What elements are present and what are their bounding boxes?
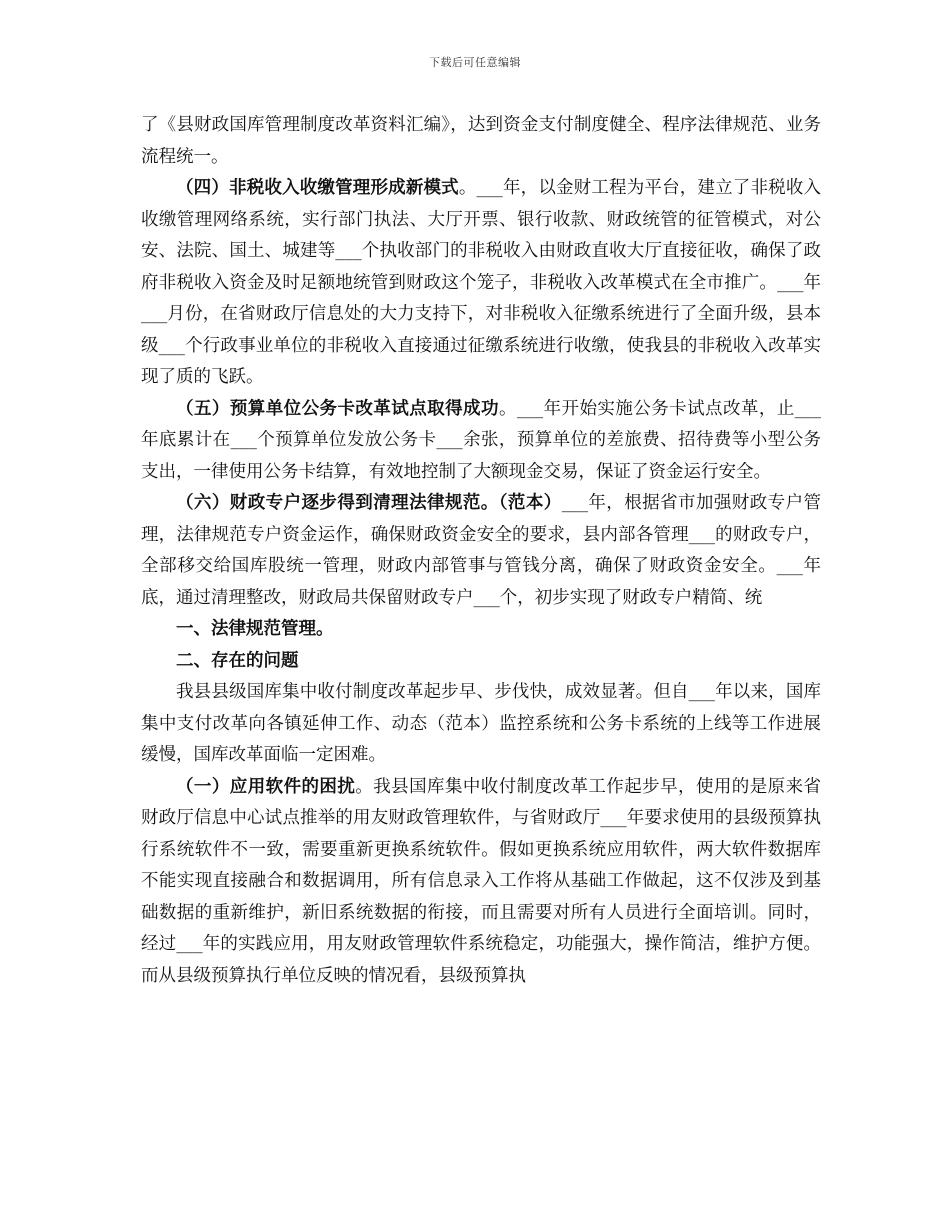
paragraph-text: 。我县国库集中收付制度改革工作起步早，使用的是原来省财政厅信息中心试点推举的用友财政管理软件，与省财政厅___年要求使用的县级预算执行系统软件不一致，需要重新更换系统软件。假如更换系统应用软件，两大软件数据库不能实现直接融合和数据调用，所有信息录入工作将从基础工作做起，这不仅涉及到基础数据的重新维护，新旧系统数据的衔接，而且需要对所有人员进行全面培训。同时，经过___年的实践应用，用友财政管理软件系统稳定，功能强大，操作简洁，维护方便。而从县级预算执行单位反映的情况看，县级预算执 (141, 776, 822, 986)
paragraph-text: ___年，根据省市加强财政专户管理，法律规范专户资金运作，确保财政资金安全的要求，县内部各管理___的财政专户，全部移交给国库股统一管理，财政内部管事与管钱分离，确保了财政资金安全。___年底，通过清理整改，财政局共保留财政专户___个，初步实现了财政专户精简、统 (141, 493, 822, 608)
paragraph-section-6 (141, 488, 821, 614)
heading-2: 二、存在的问题 (176, 650, 299, 671)
document-body (141, 110, 821, 992)
section-lead-5: （五）预算单位公务卡改革试点取得成功 (176, 398, 499, 419)
problem-lead-1: （一）应用软件的困扰 (176, 776, 356, 797)
heading-1: 一、法律规范管理。 (176, 619, 334, 639)
section-lead-4: （四）非税收入收缴管理形成新模式 (176, 178, 459, 198)
paragraph-text: 。___年，以金财工程为平台，建立了非税收入收缴管理网络系统，实行部门执法、大厅开票、银行收款、财政统管的征管模式，对公安、法院、国土、城建等___个执收部门的非税收入由财政直收大厅直接征收，确保了政府非税收入资金及时足额地统管到财政这个笼子，非税收入改革模式在全市推广。___年___月份，在省财政厅信息处的大力支持下，对非税收入征缴系统进行了全面升级，县本级___个行政事业单位的非税收入直接通过征缴系统进行收缴，使我县的非税收入改革实现了质的飞跃。 (141, 178, 822, 387)
section-lead-6: （六）财政专户逐步得到清理法律规范。（范本） (176, 493, 562, 513)
paragraph-continuation (141, 110, 821, 173)
paragraph-problem-1 (141, 772, 821, 993)
paragraph-text: 。___年开始实施公务卡试点改革，止___年底累计在___个预算单位发放公务卡___余张，预算单位的差旅费、招待费等小型公务支出，一律使用公务卡结算，有效地控制了大额现金交易，保证了资金运行安全。 (141, 398, 822, 482)
paragraph-text: 我县县级国库集中收付制度改革起步早、步伐快，成效显著。但自___年以来，国库集中支付改革向各镇延伸工作、动态（范本）监控系统和公务卡系统的上线等工作进展缓慢，国库改革面临一定困难。 (141, 682, 821, 765)
paragraph-section-5 (141, 394, 821, 489)
paragraph-section-4 (141, 173, 821, 394)
page-header: 下载后可任意编辑 (429, 56, 521, 69)
paragraph-problems-intro (141, 677, 821, 772)
paragraph-text: 了《县财政国库管理制度改革资料汇编》，达到资金支付制度健全、程序法律规范、业务流程统一。 (141, 115, 821, 167)
